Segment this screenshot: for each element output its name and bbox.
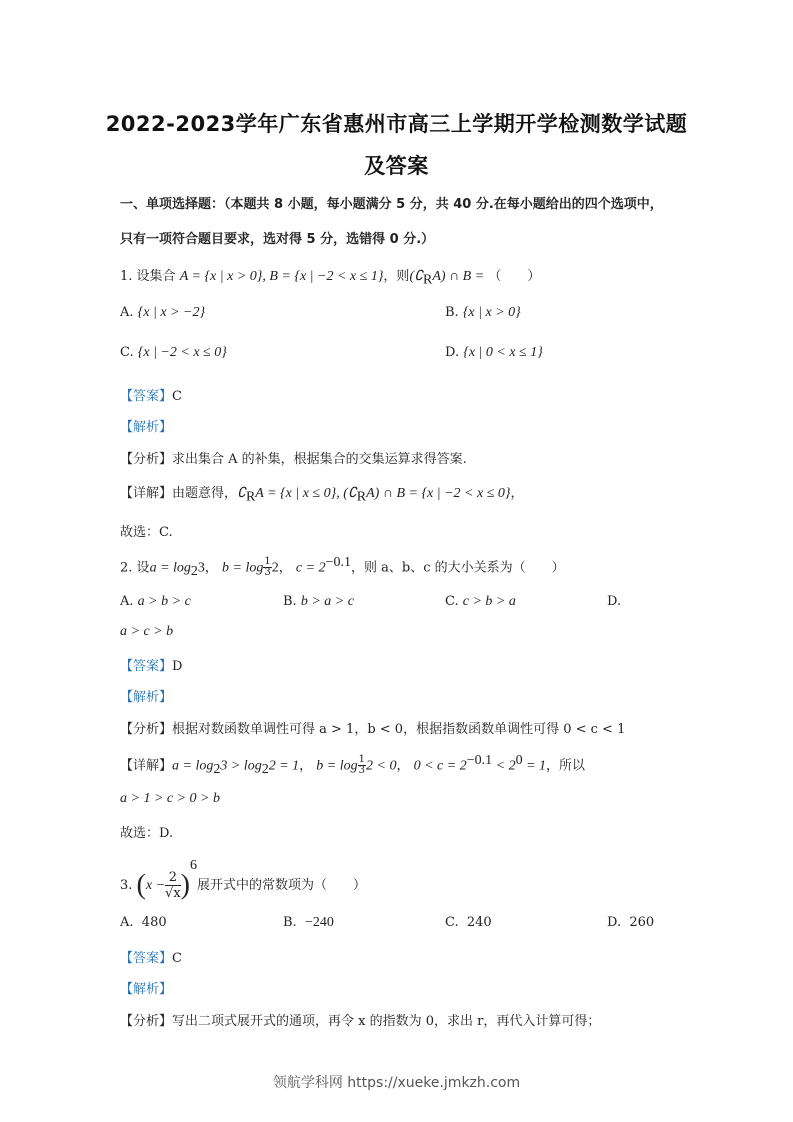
q2-a-def: a = log bbox=[149, 560, 191, 576]
q1-complement-rest: A) ∩ B = bbox=[432, 269, 485, 284]
q1-detail-sub: R bbox=[245, 489, 256, 505]
q3-option-a-text: 480 bbox=[141, 915, 167, 930]
q1-number: 1. bbox=[120, 269, 133, 284]
q3-answer-value: C bbox=[172, 951, 182, 966]
q3-fenxi bbox=[120, 1010, 600, 1029]
section-heading-line1: 一、单项选择题：（本题共 8 小题，每小题满分 5 分，共 40 分.在每小题给出的四个选项中， bbox=[120, 197, 663, 212]
q1-stem-mid: ，则 bbox=[383, 269, 410, 284]
q1-detail-end: ， bbox=[510, 486, 524, 501]
q1-detail-rest: A = {x | x ≤ 0}, (∁ bbox=[255, 486, 357, 501]
q1-option-a-text: {x | x > −2} bbox=[137, 305, 206, 320]
doc-title-line2: 及答案 bbox=[364, 154, 429, 178]
q3-option-b-text: −240 bbox=[304, 915, 334, 930]
q3-number: 3. bbox=[120, 878, 133, 893]
q2-detail-c-mid: < 2 bbox=[492, 758, 516, 774]
q2-detail-b-fraction bbox=[358, 755, 366, 776]
q2-detail-b-num: 1 bbox=[358, 754, 366, 766]
q1-complement-sub: R bbox=[423, 272, 433, 288]
q1-option-d-text: {x | 0 < x ≤ 1} bbox=[463, 345, 543, 360]
q2-fenxi bbox=[120, 718, 625, 737]
q2-option-a-label: A. bbox=[120, 594, 134, 609]
q3-option-d bbox=[607, 915, 654, 930]
q2-choose-value: D. bbox=[159, 826, 174, 841]
q3-option-a-label: A. bbox=[120, 915, 134, 930]
q3-frac-num: 2 bbox=[165, 870, 181, 886]
q2-stem-prefix: 设 bbox=[136, 560, 150, 576]
q1-detail-rest2: A) ∩ B = {x | −2 < x ≤ 0} bbox=[366, 486, 511, 501]
q1-detail-prefix: 由题意得， bbox=[172, 486, 238, 501]
q3-fenxi-text: 写出二项式展开式的通项，再令 x 的指数为 0，求出 r，再代入计算可得； bbox=[172, 1014, 601, 1029]
q1-option-c-text: {x | −2 < x ≤ 0} bbox=[137, 345, 227, 360]
q1-option-d bbox=[445, 345, 543, 361]
q2-stem: 2. 设$a = \log_23$， b = log $\frac{1}{3}$ 2， $c = 2^{-0.1}$，则 a、b、c 的大小关系为（ ） bbox=[120, 555, 565, 579]
q2-detail-a-rest2: 2 = 1 bbox=[268, 758, 300, 774]
q1-option-a-label: A. bbox=[120, 305, 134, 320]
q1-option-c bbox=[120, 345, 227, 361]
q3-analysis-label: 【解析】 bbox=[120, 982, 173, 997]
q2-stem-end: ，则 a、b、c 的大小关系为（ ） bbox=[350, 560, 565, 576]
q3-option-b-label: B. bbox=[283, 915, 297, 930]
q1-stem-prefix: 设集合 bbox=[136, 269, 176, 284]
q2-detail-b: b = log bbox=[316, 758, 358, 774]
q1-detail-sub2: R bbox=[356, 489, 367, 505]
q1-option-d-label: D. bbox=[445, 345, 460, 360]
q2-choose-prefix: 故选： bbox=[120, 826, 160, 841]
q3-option-b bbox=[283, 915, 334, 931]
q2-conclusion bbox=[120, 791, 220, 807]
q2-option-a-text: a > b > c bbox=[137, 594, 191, 609]
section-heading-line2: 只有一项符合题目要求，选对得 5 分，选错得 0 分.） bbox=[120, 232, 435, 247]
q2-detail: 【详解】$a = \log_23 > \log_22 = 1$， b = log $\frac{1}{3}$ 2 < 0， $0 < c = 2^{-0.1} < 2^0 = 1$，所以 bbox=[120, 753, 586, 777]
q1-choose-value: C. bbox=[159, 525, 173, 540]
q2-detail-b-rest: 2 < 0 bbox=[366, 758, 397, 774]
q2-detail-b-den: 3 bbox=[358, 765, 366, 777]
q2-option-d-label-wrap bbox=[607, 594, 621, 609]
q1-option-b-text: {x | x > 0} bbox=[462, 305, 521, 320]
q1-fenxi-label: 【分析】 bbox=[120, 452, 173, 467]
q2-option-d-label: D. bbox=[607, 594, 622, 609]
q3-stem bbox=[120, 858, 366, 902]
q2-b-def: b = log bbox=[222, 560, 264, 576]
q2-option-b bbox=[283, 594, 354, 610]
q3-option-c-label: C. bbox=[445, 915, 459, 930]
q3-option-a bbox=[120, 915, 167, 930]
q1-sets: A = {x | x > 0}, B = {x | −2 < x ≤ 1} bbox=[179, 269, 384, 284]
q2-detail-end: ，所以 bbox=[546, 758, 586, 774]
q2-analysis-heading bbox=[120, 686, 172, 705]
q2-a-base: 2 bbox=[190, 563, 198, 579]
q2-answer-value: D bbox=[172, 659, 183, 674]
q1-detail-label: 【详解】 bbox=[120, 486, 173, 501]
q2-detail-c-rest: = 1 bbox=[522, 758, 547, 774]
q2-conclusion-text: a > 1 > c > 0 > b bbox=[120, 791, 221, 806]
q3-stem-end: 展开式中的常数项为（ ） bbox=[197, 878, 367, 893]
q2-option-d-text: a > c > b bbox=[120, 624, 174, 639]
q2-option-b-label: B. bbox=[283, 594, 297, 609]
q1-answer-value: C bbox=[172, 389, 182, 404]
q1-choose bbox=[120, 521, 173, 540]
q2-option-b-text: b > a > c bbox=[300, 594, 354, 609]
q2-c-exp: −0.1 bbox=[325, 555, 351, 570]
q1-answer-label: 【答案】 bbox=[120, 389, 173, 404]
q2-option-c-label: C. bbox=[445, 594, 459, 609]
q1-stem bbox=[120, 265, 540, 289]
doc-title-line1: 2022-2023学年广东省惠州市高三上学期开学检测数学试题 bbox=[105, 112, 688, 136]
q2-b-base-den: 3 bbox=[264, 567, 271, 579]
q2-number: 2. bbox=[120, 560, 133, 576]
q1-detail-complement: ∁ bbox=[237, 486, 246, 501]
q3-fraction bbox=[165, 870, 181, 901]
q2-detail-c-exp2: 0 bbox=[515, 753, 523, 768]
q1-answer bbox=[120, 385, 182, 404]
q2-a-arg: 3 bbox=[197, 560, 205, 576]
q1-choose-prefix: 故选： bbox=[120, 525, 160, 540]
q1-option-a bbox=[120, 305, 205, 321]
q2-option-d bbox=[120, 624, 173, 640]
q3-left-paren: ( bbox=[136, 869, 146, 901]
page-footer: 领航学科网 https://xueke.jmkzh.com bbox=[272, 1075, 521, 1091]
q1-detail bbox=[120, 482, 524, 506]
q2-option-c bbox=[445, 594, 516, 610]
q2-fenxi-label: 【分析】 bbox=[120, 722, 173, 737]
q2-detail-c: 0 < c = 2 bbox=[413, 758, 467, 774]
q2-b-base-num: 1 bbox=[264, 556, 271, 568]
q2-detail-a: a = log bbox=[172, 758, 214, 774]
q3-fenxi-label: 【分析】 bbox=[120, 1014, 173, 1029]
q2-b-base-fraction bbox=[263, 557, 271, 578]
q2-answer-label: 【答案】 bbox=[120, 659, 173, 674]
q1-stem-end: （ ） bbox=[488, 269, 541, 284]
q1-option-c-label: C. bbox=[120, 345, 134, 360]
q2-detail-c-exp: −0.1 bbox=[466, 753, 493, 768]
q2-analysis-label: 【解析】 bbox=[120, 690, 173, 705]
q3-expr-x: x − bbox=[145, 878, 166, 893]
q2-detail-a-sub2: 2 bbox=[261, 761, 269, 777]
q1-analysis-label: 【解析】 bbox=[120, 420, 173, 435]
q3-right-paren: ) bbox=[180, 869, 190, 901]
q1-option-b bbox=[445, 305, 521, 321]
q2-detail-a-sub: 2 bbox=[213, 761, 221, 777]
q1-option-b-label: B. bbox=[445, 305, 459, 320]
q1-complement: (∁ bbox=[409, 269, 424, 284]
q2-choose bbox=[120, 822, 173, 841]
q1-fenxi bbox=[120, 448, 467, 467]
q2-option-a bbox=[120, 594, 191, 610]
q2-detail-label: 【详解】 bbox=[120, 758, 173, 774]
q3-option-d-text: 260 bbox=[629, 915, 655, 930]
q3-option-c bbox=[445, 915, 492, 930]
q3-answer-label: 【答案】 bbox=[120, 951, 173, 966]
q1-analysis-heading bbox=[120, 416, 172, 435]
q2-answer bbox=[120, 655, 182, 674]
q2-b-arg: 2 bbox=[271, 560, 279, 576]
q3-frac-den: √x bbox=[165, 886, 181, 901]
q3-power: 6 bbox=[190, 858, 197, 873]
q2-detail-a-rest: 3 > log bbox=[220, 758, 262, 774]
q2-option-c-text: c > b > a bbox=[462, 594, 516, 609]
q3-analysis-heading bbox=[120, 978, 172, 997]
q2-fenxi-text: 根据对数函数单调性可得 a > 1，b < 0，根据指数函数单调性可得 0 < c < 1 bbox=[172, 722, 626, 737]
q1-fenxi-text: 求出集合 A 的补集，根据集合的交集运算求得答案. bbox=[172, 452, 467, 467]
q3-option-d-label: D. bbox=[607, 915, 622, 930]
q2-c-def: c = 2 bbox=[295, 560, 326, 576]
q3-option-c-text: 240 bbox=[466, 915, 492, 930]
q3-answer bbox=[120, 947, 182, 966]
